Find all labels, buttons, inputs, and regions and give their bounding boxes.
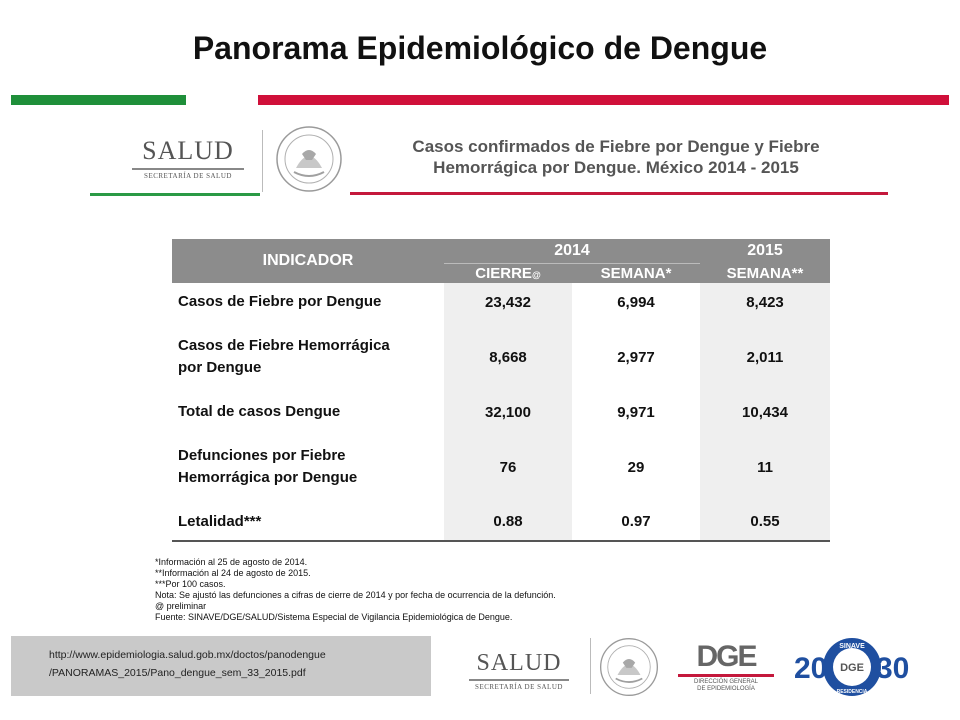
footer-salud-logo: SALUD SECRETARÍA DE SALUD — [465, 650, 573, 691]
footnote: *Información al 25 de agosto de 2014. — [155, 557, 308, 567]
footnote: ***Por 100 casos. — [155, 579, 226, 589]
salud-logo — [128, 136, 248, 180]
sinave-2030-logo — [792, 636, 912, 698]
table-footnotes — [155, 557, 556, 623]
cell-semana-2015: 0.55 — [700, 503, 830, 541]
col-year-2015: 2015 — [700, 239, 830, 263]
footer-separator — [590, 638, 591, 694]
cell-cierre: 76 — [444, 431, 572, 503]
red-accent-bar — [258, 95, 949, 105]
table-row — [172, 283, 830, 321]
row-label: Defunciones por Fiebre Hemorrágica por Dengue — [178, 447, 358, 486]
logo-2030-bottom-text: RESIDENCIA — [836, 689, 868, 695]
footer-coat-of-arms-icon — [598, 636, 660, 698]
salud-logo-subtitle: SECRETARÍA DE SALUD — [144, 172, 232, 180]
cell-semana-2015: 8,423 — [700, 283, 830, 321]
cell-semana-2014: 2,977 — [617, 348, 655, 366]
header-green-underline — [90, 193, 260, 196]
table-row — [172, 321, 830, 393]
logo-2030-right-text: 30 — [876, 652, 910, 685]
cell-cierre: 8,668 — [444, 321, 572, 393]
footnote: **Información al 24 de agosto de 2015. — [155, 568, 311, 578]
footnote: Nota: Se ajustó las defunciones a cifras de cierre de 2014 y por fecha de ocurrencia de la defunción. — [155, 590, 556, 600]
row-label: Total de casos Dengue — [178, 403, 341, 420]
cell-cierre: 32,100 — [444, 393, 572, 431]
col-semana-2014: SEMANA* — [572, 263, 700, 283]
col-year-2014: 2014 — [444, 239, 700, 263]
cell-semana-2014: 29 — [627, 458, 645, 476]
dge-logo: DGE DIRECCIÓN GENERAL DE EPIDEMIOLOGÍA — [672, 640, 780, 693]
cell-cierre: 0.88 — [444, 503, 572, 541]
footnote: Fuente: SINAVE/DGE/SALUD/Sistema Especial de Vigilancia Epidemiológica de Dengue. — [155, 612, 513, 622]
row-label: Casos de Fiebre por Dengue — [178, 293, 382, 310]
cell-semana-2014: 0.97 — [572, 503, 700, 541]
table-row — [172, 431, 830, 503]
logo-2030-top-text: SINAVE — [839, 643, 865, 650]
logo-2030-center-text: DGE — [840, 662, 864, 674]
col-indicador: INDICADOR — [172, 239, 444, 283]
source-link[interactable]: http://www.epidemiologia.salud.gob.mx/doctos/panodengue /PANORAMAS_2015/Pano_dengue_sem_33_2015.pdf — [49, 649, 326, 679]
row-label: Letalidad*** — [172, 503, 444, 541]
cell-semana-2015: 2,011 — [700, 321, 830, 393]
col-cierre: CIERRE@ — [444, 263, 572, 283]
table-row — [172, 503, 830, 541]
col-semana-2015: SEMANA** — [700, 263, 830, 283]
cell-cierre: 23,432 — [444, 283, 572, 321]
green-accent-bar — [11, 95, 186, 105]
cell-semana-2014: 9,971 — [617, 403, 655, 421]
page-title: Panorama Epidemiológico de Dengue — [192, 30, 768, 66]
header-title: Casos confirmados de Fiebre por Dengue y Fiebre Hemorrágica por Dengue. México 2014 - 2015 — [412, 137, 820, 177]
cell-semana-2015: 11 — [700, 431, 830, 503]
header-separator — [262, 130, 263, 192]
dengue-cases-table — [172, 239, 830, 542]
footnote: @ preliminar — [155, 601, 207, 611]
header-red-underline — [350, 192, 888, 195]
cell-semana-2014: 6,994 — [617, 293, 655, 311]
row-label: Casos de Fiebre Hemorrágica por Dengue — [178, 337, 390, 376]
salud-logo-word: SALUD — [142, 136, 234, 165]
table-row — [172, 393, 830, 431]
table-header-row — [172, 239, 830, 263]
logo-2030-left-text: 20 — [794, 652, 828, 685]
cell-semana-2015: 10,434 — [700, 393, 830, 431]
coat-of-arms-icon — [274, 124, 344, 194]
